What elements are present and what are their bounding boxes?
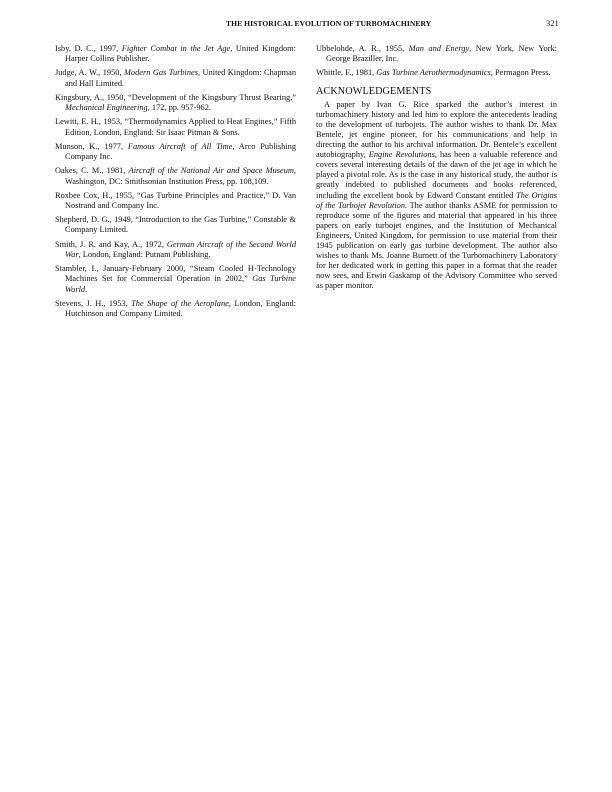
reference-title: Famous Aircraft of All Time <box>127 141 233 151</box>
reference-entry <box>55 299 296 319</box>
reference-text: Oakes, C. M., 1981, <box>55 166 129 176</box>
reference-entry <box>55 215 296 235</box>
reference-text: Munson, K., 1977, <box>55 141 128 151</box>
reference-text: , United Kingdom: Chapman and Hall Limited. <box>65 68 297 88</box>
ack-text: A paper by Ivan G. Rice sparked the author’s interest in turbomachinery history and led him to explore the antecedents leading to the development of turbojets. The author wishes to thank Dr. Max Bentele, jet engine pioneer, for his communications and help in directing the author to his archival information. Dr. Bentele’s excellent autobiography, <box>316 99 557 160</box>
reference-text: Roxbee Cox, H., 1955, “Gas Turbine Principles and Practice,” D. Van Nostrand and Company Inc. <box>55 190 296 210</box>
reference-title: The Shape of the Aeroplane <box>131 298 229 308</box>
acknowledgements-paragraph <box>316 100 557 292</box>
reference-entry <box>55 68 296 88</box>
page-number: 321 <box>546 18 559 28</box>
reference-text: , London, England: Putnam Publishing. <box>78 249 211 259</box>
reference-title: Man and Energy <box>408 44 470 53</box>
reference-entry <box>55 117 296 137</box>
reference-text: , Washington, DC: Smithsonian Institution Press, pp. 108,109. <box>65 166 297 186</box>
reference-entry <box>316 68 557 78</box>
reference-entry <box>55 93 296 113</box>
ack-book-title: Engine Revolutions <box>368 150 435 160</box>
reference-title: Fighter Combat in the Jet Age <box>121 44 231 53</box>
reference-text: Stambler, I., January-February 2000, “Steam Cooled H-Technology Machines Set for Commercial Operation in 2002,” <box>55 264 296 284</box>
reference-text: . <box>85 284 88 294</box>
reference-title: Modern Gas Turbines <box>123 68 198 78</box>
reference-title: Mechanical Engineering <box>65 103 148 113</box>
ack-text: , has been a valuable reference and covers several interesting details of the dawn of the jet age in which he played a pivotal role. As is the case in any historical study, the author is greatly indebted to published documents and books referenced, including the excellent book by Edward Constant entitled <box>316 150 558 200</box>
running-title: THE HISTORICAL EVOLUTION OF TURBOMACHINERY <box>226 19 432 28</box>
reference-text: Ubbelohde, A. R., 1955, <box>316 44 409 53</box>
reference-title: Gas Turbine Aerothermodynamics <box>376 68 491 78</box>
references-left-column <box>55 44 296 323</box>
reference-text: Isby, D. C., 1997, <box>55 44 122 53</box>
reference-entry <box>55 166 296 186</box>
ack-book-title: The Origins of the Turbojet Revolution <box>316 190 557 210</box>
reference-text: Whittle, F., 1981, <box>316 68 377 78</box>
reference-text: , 172, pp. 957-962. <box>147 103 211 113</box>
reference-text: Shepherd, D. G., 1949, “Introduction to the Gas Turbine,” Constable & Company Limited. <box>55 215 296 235</box>
ack-text: . The author thanks ASME for permission to reproduce some of the figures and material that appeared in his three papers on early turbojet engines, and the Institution of Mechanical Engineers, United Kingdom, for permission to use material from their 1945 publication on early gas turbine development. The author also wishes to thank Ms. Joanne Burnett of the Turbomachinery Laboratory for her dedicated work in getting this paper in a format that the reader now sees, and Erwin Gaskamp of the Advisory Committee who served as paper monitor. <box>316 200 557 291</box>
right-column <box>316 44 557 291</box>
reference-text: , New York, New York: George Braziller, Inc. <box>326 44 557 64</box>
reference-entry <box>55 142 296 162</box>
reference-title: Aircraft of the National Air and Space Museum <box>128 166 294 176</box>
reference-text: , Arco Publishing Company Inc. <box>65 141 296 162</box>
reference-text: Judge, A. W., 1950, <box>55 68 124 78</box>
reference-entry <box>55 44 296 64</box>
reference-text: , Permagon Press. <box>490 68 551 78</box>
reference-entry <box>316 44 557 64</box>
reference-text: , United Kingdom: Harper Collins Publisher. <box>65 44 296 64</box>
reference-text: , London, England: Hutchinson and Company Limited. <box>65 298 296 319</box>
reference-entry <box>55 264 296 294</box>
references-right <box>316 44 557 79</box>
reference-entry <box>55 240 296 260</box>
acknowledgements-heading: ACKNOWLEDGEMENTS <box>316 85 432 97</box>
reference-title: German Aircraft of the Second World War <box>65 239 296 259</box>
reference-text: Lewitt, E. H., 1953, “Thermodynamics Applied to Heat Engines,” Fifth Edition, London, England: Sir Isaac Pitman & Sons. <box>55 117 296 137</box>
reference-text: Stevens, J. H., 1953, <box>55 298 132 308</box>
reference-entry <box>55 191 296 211</box>
reference-text: Smith, J. R. and Kay, A., 1972, <box>55 239 167 249</box>
reference-title: Gas Turbine World <box>65 274 296 294</box>
reference-text: Kingsbury, A., 1950, “Development of the Kingsbury Thrust Bearing,” <box>55 92 296 102</box>
